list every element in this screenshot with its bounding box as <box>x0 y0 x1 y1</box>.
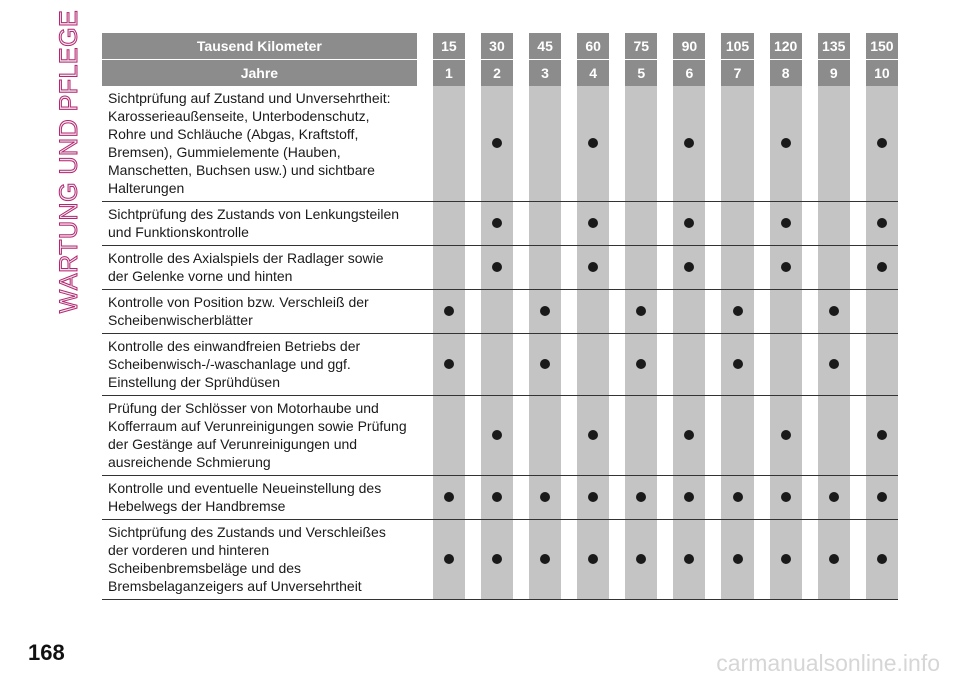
column-spacer <box>513 246 529 290</box>
column-spacer <box>850 396 866 476</box>
column-spacer <box>754 334 770 396</box>
maintenance-schedule-table <box>102 33 898 600</box>
column-spacer <box>657 476 673 520</box>
interval-cell <box>577 476 609 520</box>
column-spacer <box>802 86 818 202</box>
column-spacer <box>417 290 433 334</box>
column-spacer <box>754 246 770 290</box>
task-description: Prüfung der Schlösser von Motorhaube und Kofferraum auf Verunreinigungen sowie Prüfung der Gestänge auf Verunreinigungen und ausreichende Schmierung <box>102 396 417 476</box>
year-value-4: 5 <box>625 60 657 87</box>
column-spacer <box>417 202 433 246</box>
table-row <box>102 246 898 290</box>
check-dot-icon <box>877 138 887 148</box>
column-spacer <box>465 246 481 290</box>
check-dot-icon <box>444 554 454 564</box>
task-description: Kontrolle und eventuelle Neueinstellung des Hebelwegs der Handbremse <box>102 476 417 520</box>
check-dot-icon <box>781 554 791 564</box>
interval-cell <box>673 246 705 290</box>
km-value-3: 60 <box>577 33 609 60</box>
interval-cell <box>529 334 561 396</box>
year-value-6: 7 <box>721 60 753 87</box>
column-spacer <box>850 60 866 87</box>
column-spacer <box>657 86 673 202</box>
year-value-9: 10 <box>866 60 898 87</box>
interval-cell <box>770 396 802 476</box>
interval-cell <box>721 520 753 600</box>
km-value-6: 105 <box>721 33 753 60</box>
column-spacer <box>513 33 529 60</box>
year-value-3: 4 <box>577 60 609 87</box>
column-spacer <box>561 476 577 520</box>
km-value-8: 135 <box>818 33 850 60</box>
km-value-7: 120 <box>770 33 802 60</box>
check-dot-icon <box>636 359 646 369</box>
check-dot-icon <box>877 262 887 272</box>
column-spacer <box>417 86 433 202</box>
column-spacer <box>513 476 529 520</box>
column-spacer <box>705 520 721 600</box>
interval-cell <box>529 202 561 246</box>
table-row <box>102 290 898 334</box>
check-dot-icon <box>877 218 887 228</box>
table-row <box>102 86 898 202</box>
column-spacer <box>657 396 673 476</box>
interval-cell <box>481 246 513 290</box>
watermark-text: carmanualsonline.info <box>716 650 940 676</box>
column-spacer <box>513 60 529 87</box>
section-title: WARTUNG UND PFLEGE <box>55 9 84 313</box>
interval-cell <box>770 520 802 600</box>
column-spacer <box>754 520 770 600</box>
task-description: Sichtprüfung des Zustands von Lenkungsteilen und Funktionskontrolle <box>102 202 417 246</box>
column-spacer <box>609 476 625 520</box>
column-spacer <box>561 334 577 396</box>
column-spacer <box>754 290 770 334</box>
column-spacer <box>657 60 673 87</box>
column-spacer <box>513 202 529 246</box>
column-spacer <box>465 476 481 520</box>
column-spacer <box>465 334 481 396</box>
interval-cell <box>721 290 753 334</box>
interval-cell <box>673 396 705 476</box>
column-spacer <box>754 202 770 246</box>
check-dot-icon <box>636 306 646 316</box>
column-spacer <box>705 396 721 476</box>
check-dot-icon <box>781 430 791 440</box>
column-spacer <box>802 476 818 520</box>
interval-cell <box>433 290 465 334</box>
check-dot-icon <box>684 430 694 440</box>
column-spacer <box>609 334 625 396</box>
task-description: Kontrolle des Axialspiels der Radlager sowie der Gelenke vorne und hinten <box>102 246 417 290</box>
check-dot-icon <box>444 359 454 369</box>
column-spacer <box>754 396 770 476</box>
table-row <box>102 520 898 600</box>
check-dot-icon <box>492 492 502 502</box>
km-header-row <box>102 33 898 60</box>
km-header-label: Tausend Kilometer <box>102 33 417 60</box>
check-dot-icon <box>829 554 839 564</box>
column-spacer <box>417 334 433 396</box>
interval-cell <box>577 290 609 334</box>
interval-cell <box>866 396 898 476</box>
km-value-2: 45 <box>529 33 561 60</box>
check-dot-icon <box>444 306 454 316</box>
km-value-5: 90 <box>673 33 705 60</box>
column-spacer <box>417 33 433 60</box>
check-dot-icon <box>829 492 839 502</box>
interval-cell <box>433 86 465 202</box>
interval-cell <box>770 476 802 520</box>
interval-cell <box>577 246 609 290</box>
interval-cell <box>433 334 465 396</box>
column-spacer <box>465 60 481 87</box>
column-spacer <box>609 396 625 476</box>
column-spacer <box>417 60 433 87</box>
check-dot-icon <box>492 554 502 564</box>
check-dot-icon <box>684 262 694 272</box>
interval-cell <box>770 246 802 290</box>
check-dot-icon <box>588 262 598 272</box>
check-dot-icon <box>492 138 502 148</box>
column-spacer <box>754 60 770 87</box>
column-spacer <box>850 33 866 60</box>
column-spacer <box>561 290 577 334</box>
check-dot-icon <box>492 218 502 228</box>
check-dot-icon <box>540 492 550 502</box>
check-dot-icon <box>733 492 743 502</box>
interval-cell <box>866 476 898 520</box>
column-spacer <box>561 202 577 246</box>
interval-cell <box>433 246 465 290</box>
interval-cell <box>770 290 802 334</box>
check-dot-icon <box>684 492 694 502</box>
year-value-2: 3 <box>529 60 561 87</box>
km-value-9: 150 <box>866 33 898 60</box>
column-spacer <box>609 33 625 60</box>
interval-cell <box>818 246 850 290</box>
interval-cell <box>625 396 657 476</box>
column-spacer <box>513 290 529 334</box>
column-spacer <box>754 33 770 60</box>
check-dot-icon <box>781 138 791 148</box>
column-spacer <box>802 60 818 87</box>
check-dot-icon <box>636 492 646 502</box>
column-spacer <box>465 396 481 476</box>
year-value-5: 6 <box>673 60 705 87</box>
interval-cell <box>481 476 513 520</box>
column-spacer <box>705 334 721 396</box>
column-spacer <box>561 86 577 202</box>
column-spacer <box>850 202 866 246</box>
interval-cell <box>721 334 753 396</box>
interval-cell <box>721 396 753 476</box>
column-spacer <box>705 202 721 246</box>
interval-cell <box>481 520 513 600</box>
column-spacer <box>609 246 625 290</box>
column-spacer <box>465 33 481 60</box>
interval-cell <box>673 202 705 246</box>
year-value-0: 1 <box>433 60 465 87</box>
interval-cell <box>721 246 753 290</box>
check-dot-icon <box>588 218 598 228</box>
check-dot-icon <box>492 430 502 440</box>
column-spacer <box>609 520 625 600</box>
interval-cell <box>625 290 657 334</box>
check-dot-icon <box>684 218 694 228</box>
interval-cell <box>673 520 705 600</box>
interval-cell <box>625 520 657 600</box>
interval-cell <box>818 396 850 476</box>
column-spacer <box>802 334 818 396</box>
interval-cell <box>818 476 850 520</box>
column-spacer <box>657 290 673 334</box>
check-dot-icon <box>733 306 743 316</box>
column-spacer <box>609 290 625 334</box>
interval-cell <box>770 202 802 246</box>
interval-cell <box>529 520 561 600</box>
column-spacer <box>850 476 866 520</box>
check-dot-icon <box>877 430 887 440</box>
column-spacer <box>657 33 673 60</box>
interval-cell <box>529 246 561 290</box>
check-dot-icon <box>829 306 839 316</box>
check-dot-icon <box>540 359 550 369</box>
interval-cell <box>625 476 657 520</box>
column-spacer <box>705 33 721 60</box>
interval-cell <box>818 520 850 600</box>
column-spacer <box>465 290 481 334</box>
column-spacer <box>705 60 721 87</box>
year-value-7: 8 <box>770 60 802 87</box>
check-dot-icon <box>492 262 502 272</box>
column-spacer <box>609 202 625 246</box>
column-spacer <box>850 246 866 290</box>
column-spacer <box>513 396 529 476</box>
interval-cell <box>818 334 850 396</box>
column-spacer <box>657 334 673 396</box>
interval-cell <box>529 86 561 202</box>
interval-cell <box>481 396 513 476</box>
interval-cell <box>529 290 561 334</box>
check-dot-icon <box>733 359 743 369</box>
check-dot-icon <box>588 554 598 564</box>
column-spacer <box>465 520 481 600</box>
column-spacer <box>465 86 481 202</box>
column-spacer <box>609 86 625 202</box>
column-spacer <box>850 290 866 334</box>
check-dot-icon <box>829 359 839 369</box>
column-spacer <box>561 33 577 60</box>
interval-cell <box>625 86 657 202</box>
check-dot-icon <box>636 554 646 564</box>
check-dot-icon <box>733 554 743 564</box>
check-dot-icon <box>684 554 694 564</box>
interval-cell <box>770 86 802 202</box>
interval-cell <box>577 520 609 600</box>
interval-cell <box>770 334 802 396</box>
interval-cell <box>673 476 705 520</box>
column-spacer <box>513 334 529 396</box>
interval-cell <box>433 202 465 246</box>
column-spacer <box>802 290 818 334</box>
check-dot-icon <box>781 218 791 228</box>
interval-cell <box>625 202 657 246</box>
column-spacer <box>417 520 433 600</box>
year-header-row <box>102 60 898 87</box>
interval-cell <box>673 334 705 396</box>
interval-cell <box>577 396 609 476</box>
interval-cell <box>529 476 561 520</box>
column-spacer <box>802 33 818 60</box>
interval-cell <box>481 202 513 246</box>
column-spacer <box>850 520 866 600</box>
interval-cell <box>866 290 898 334</box>
column-spacer <box>657 520 673 600</box>
check-dot-icon <box>781 262 791 272</box>
column-spacer <box>802 520 818 600</box>
column-spacer <box>705 476 721 520</box>
column-spacer <box>657 246 673 290</box>
interval-cell <box>577 86 609 202</box>
column-spacer <box>513 86 529 202</box>
interval-cell <box>818 86 850 202</box>
column-spacer <box>802 396 818 476</box>
interval-cell <box>673 86 705 202</box>
check-dot-icon <box>588 138 598 148</box>
km-value-0: 15 <box>433 33 465 60</box>
task-description: Kontrolle von Position bzw. Verschleiß der Scheibenwischerblätter <box>102 290 417 334</box>
column-spacer <box>417 476 433 520</box>
check-dot-icon <box>540 554 550 564</box>
interval-cell <box>625 334 657 396</box>
km-value-4: 75 <box>625 33 657 60</box>
interval-cell <box>481 334 513 396</box>
year-header-label: Jahre <box>102 60 417 87</box>
interval-cell <box>866 246 898 290</box>
check-dot-icon <box>877 492 887 502</box>
page-number: 168 <box>28 640 65 665</box>
column-spacer <box>465 202 481 246</box>
table-row <box>102 396 898 476</box>
check-dot-icon <box>781 492 791 502</box>
check-dot-icon <box>444 492 454 502</box>
column-spacer <box>513 520 529 600</box>
interval-cell <box>818 202 850 246</box>
column-spacer <box>417 396 433 476</box>
interval-cell <box>433 476 465 520</box>
column-spacer <box>754 86 770 202</box>
column-spacer <box>561 60 577 87</box>
interval-cell <box>577 202 609 246</box>
check-dot-icon <box>588 430 598 440</box>
task-description: Sichtprüfung des Zustands und Verschleißes der vorderen und hinteren Scheibenbremsbeläge und des Bremsbelaganzeigers auf Unversehrtheit <box>102 520 417 600</box>
year-value-8: 9 <box>818 60 850 87</box>
column-spacer <box>705 290 721 334</box>
table-row <box>102 476 898 520</box>
check-dot-icon <box>684 138 694 148</box>
interval-cell <box>577 334 609 396</box>
interval-cell <box>866 520 898 600</box>
interval-cell <box>481 86 513 202</box>
interval-cell <box>818 290 850 334</box>
column-spacer <box>561 520 577 600</box>
interval-cell <box>433 396 465 476</box>
check-dot-icon <box>588 492 598 502</box>
interval-cell <box>721 202 753 246</box>
table-row <box>102 334 898 396</box>
column-spacer <box>561 246 577 290</box>
task-description: Sichtprüfung auf Zustand und Unversehrtheit: Karosserieaußenseite, Unterbodenschutz, Rohre und Schläuche (Abgas, Kraftstoff, Bremsen), Gummielemente (Hauben, Manschetten, Buchsen usw.) und sichtbare Halterungen <box>102 86 417 202</box>
column-spacer <box>705 86 721 202</box>
interval-cell <box>433 520 465 600</box>
interval-cell <box>529 396 561 476</box>
column-spacer <box>802 202 818 246</box>
check-dot-icon <box>877 554 887 564</box>
column-spacer <box>417 246 433 290</box>
interval-cell <box>673 290 705 334</box>
column-spacer <box>705 246 721 290</box>
column-spacer <box>850 86 866 202</box>
interval-cell <box>625 246 657 290</box>
interval-cell <box>721 476 753 520</box>
check-dot-icon <box>540 306 550 316</box>
interval-cell <box>721 86 753 202</box>
km-value-1: 30 <box>481 33 513 60</box>
interval-cell <box>866 334 898 396</box>
interval-cell <box>866 86 898 202</box>
interval-cell <box>481 290 513 334</box>
task-description: Kontrolle des einwandfreien Betriebs der Scheibenwisch-/-waschanlage und ggf. Einstellung der Sprühdüsen <box>102 334 417 396</box>
column-spacer <box>754 476 770 520</box>
column-spacer <box>657 202 673 246</box>
interval-cell <box>866 202 898 246</box>
column-spacer <box>850 334 866 396</box>
column-spacer <box>561 396 577 476</box>
table-row <box>102 202 898 246</box>
column-spacer <box>802 246 818 290</box>
column-spacer <box>609 60 625 87</box>
year-value-1: 2 <box>481 60 513 87</box>
